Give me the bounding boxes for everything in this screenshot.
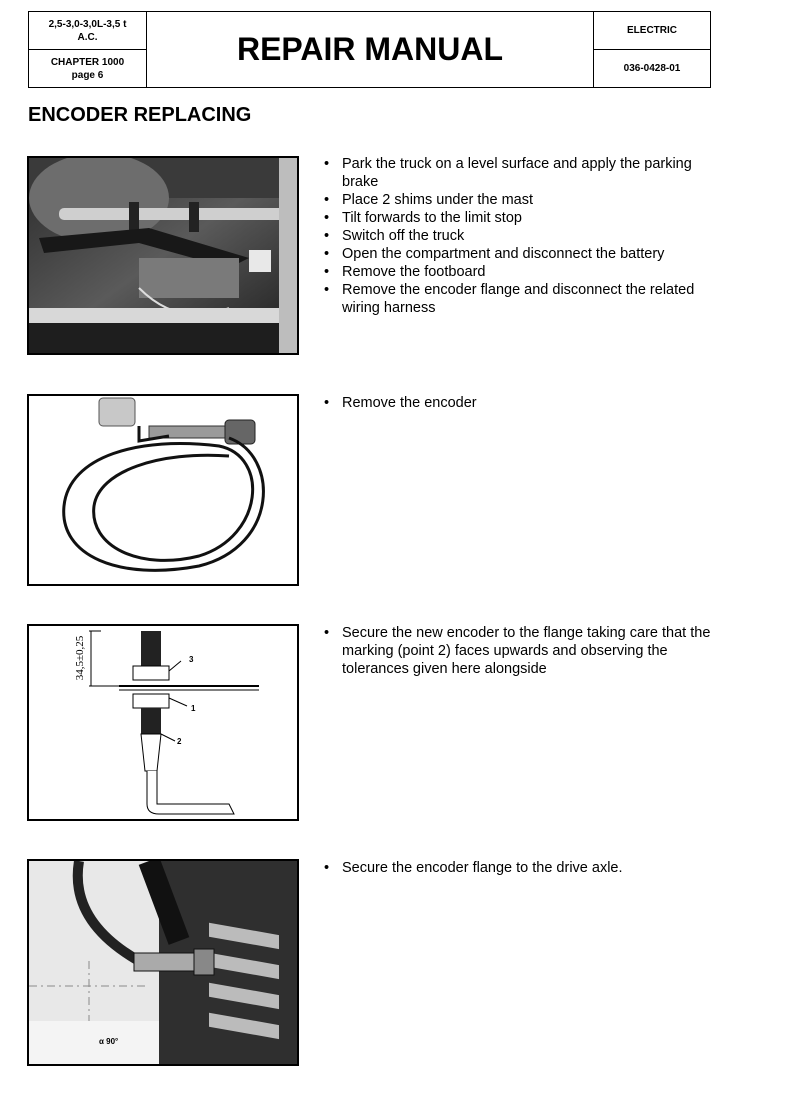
step-list-4 bbox=[324, 859, 719, 877]
callout-3: 3 bbox=[189, 655, 194, 664]
models-line-2: A.C. bbox=[77, 31, 98, 43]
models-cell bbox=[29, 12, 147, 50]
list-item: • Tilt forwards to the limit stop bbox=[324, 209, 719, 227]
diagram-encoder-tolerance bbox=[27, 624, 299, 821]
list-item: • Open the compartment and disconnect the battery bbox=[324, 245, 719, 263]
chapter-label: CHAPTER 1000 bbox=[50, 56, 125, 68]
list-item: • Secure the new encoder to the flange taking care that the marking (point 2) faces upwards and observing the tolerances given here alongside bbox=[324, 624, 719, 678]
document-code: 036-0428-01 bbox=[593, 50, 710, 87]
document-title: REPAIR MANUAL bbox=[236, 31, 504, 67]
category-label: ELECTRIC bbox=[593, 12, 710, 50]
chapter-cell bbox=[29, 50, 147, 87]
angle-label: α 90° bbox=[99, 1037, 119, 1046]
models-line-1: 2,5-3,0-3,0L-3,5 t bbox=[48, 18, 127, 30]
step-list-3 bbox=[324, 624, 719, 678]
truck-underside-illustration bbox=[29, 158, 297, 353]
encoder-flange-illustration bbox=[29, 861, 297, 1064]
photo-encoder bbox=[27, 394, 299, 586]
callout-1: 1 bbox=[191, 704, 196, 713]
list-item: • Switch off the truck bbox=[324, 227, 719, 245]
header-table bbox=[28, 11, 711, 88]
photo-encoder-flange bbox=[27, 859, 299, 1066]
list-item: • Remove the footboard bbox=[324, 263, 719, 281]
list-item: • Remove the encoder flange and disconnect the related wiring harness bbox=[324, 281, 719, 317]
callout-2: 2 bbox=[177, 737, 182, 746]
list-item: • Secure the encoder flange to the drive axle. bbox=[324, 859, 719, 877]
page-label: page 6 bbox=[71, 69, 104, 81]
section-title: ENCODER REPLACING bbox=[28, 104, 252, 126]
list-item: • Remove the encoder bbox=[324, 394, 719, 412]
dimension-label: 34,5±0,25 bbox=[74, 635, 86, 681]
encoder-tolerance-diagram bbox=[29, 626, 297, 819]
list-item: • Park the truck on a level surface and apply the parking brake bbox=[324, 155, 719, 191]
list-item: • Place 2 shims under the mast bbox=[324, 191, 719, 209]
photo-truck-underside bbox=[27, 156, 299, 355]
encoder-illustration bbox=[29, 396, 297, 584]
step-list-2 bbox=[324, 394, 719, 412]
step-list-1 bbox=[324, 155, 719, 317]
